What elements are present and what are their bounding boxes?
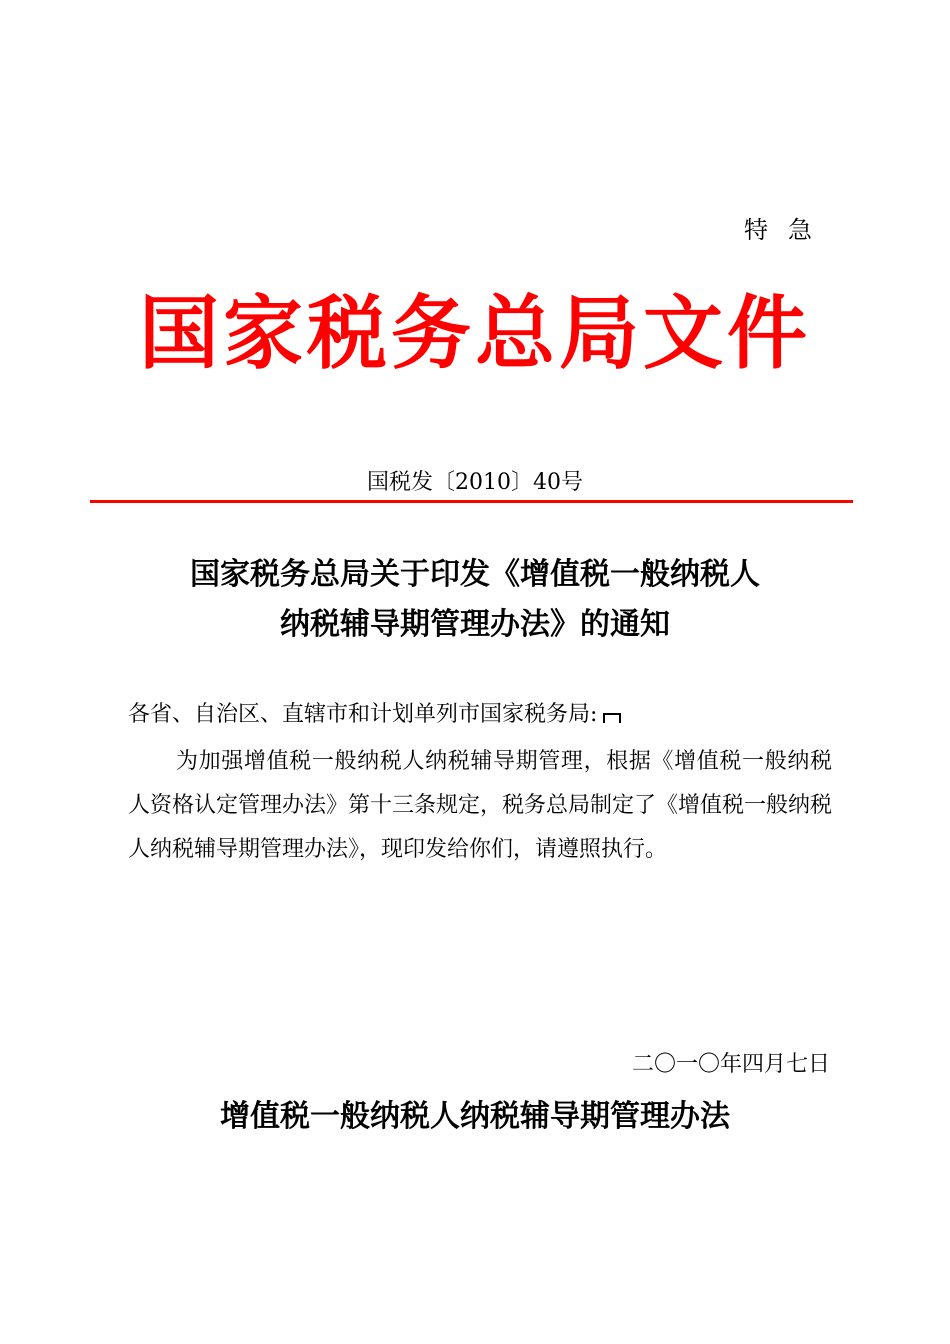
urgency-label: 特急 — [744, 216, 832, 244]
notice-title-line-2: 纳税辅导期管理办法》的通知 — [280, 607, 670, 642]
addressee-line — [128, 698, 621, 732]
addressee-text: 各省、自治区、直辖市和计划单列市国家税务局: — [128, 702, 598, 727]
body-paragraph: 为加强增值税一般纳税人纳税辅导期管理，根据《增值税一般纳税人资格认定管理办法》第十三条规定，税务总局制定了《增值税一般纳税人纳税辅导期管理办法》，现印发给你们，请遵照执行。 — [128, 749, 833, 862]
issue-date: 二〇一〇年四月七日 — [631, 1052, 830, 1077]
document-masthead: 国家税务总局文件 — [139, 287, 811, 380]
notice-title-line-1: 国家税务总局关于印发《增值税一般纳税人 — [190, 557, 760, 592]
text-cursor-mark — [603, 713, 621, 723]
red-separator-line — [90, 500, 853, 503]
attachment-title: 增值税一般纳税人纳税辅导期管理办法 — [220, 1099, 730, 1134]
document-number: 国税发〔2010〕40号 — [367, 470, 583, 495]
notice-title — [0, 550, 950, 650]
